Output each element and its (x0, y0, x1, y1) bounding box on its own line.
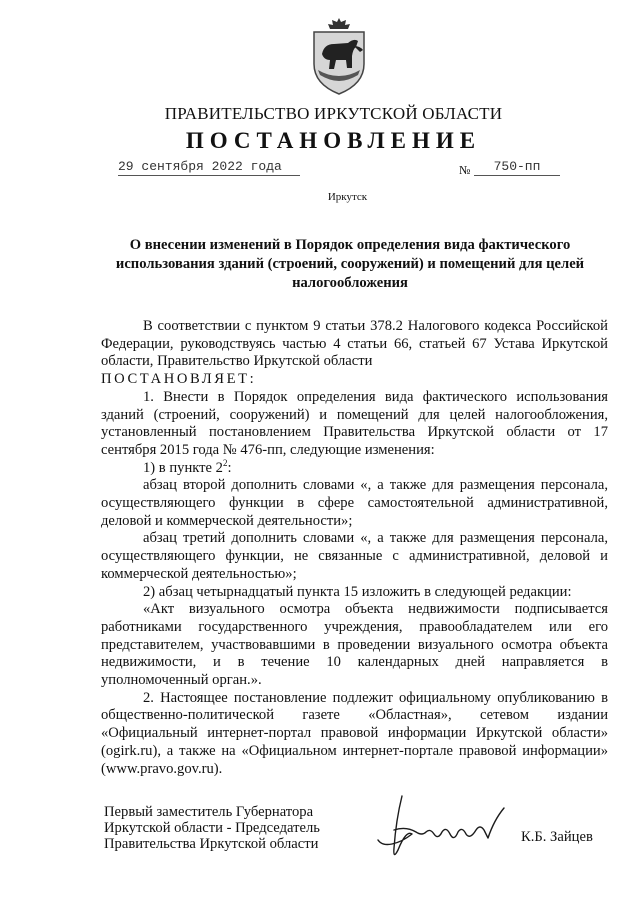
signer-position-line: Иркутской области - Председатель (104, 820, 320, 836)
paragraph-preamble: В соответствии с пунктом 9 статьи 378.2 Налогового кодекса Российской Федерации, руководствуясь частью 4 статьи 66, статьей 67 Устава Иркутской области, Правительство Иркутской области (101, 318, 608, 370)
paragraph-subitem-2: 2) абзац четырнадцатый пункта 15 изложить в следующей редакции: (143, 583, 572, 600)
paragraph-abzac-2: абзац второй дополнить словами «, а также для размещения персонала, осуществляющего функции в сфере самостоятельной административной, деловой и коммерческой деятельности»; (101, 477, 608, 529)
document-number: 750-пп (474, 159, 560, 176)
subitem-1-colon: : (227, 459, 232, 476)
handwritten-signature (372, 790, 512, 874)
subitem-1-superscript: 2 (222, 457, 228, 468)
number-sign: № (459, 163, 471, 177)
paragraph-item-1: 1. Внести в Порядок определения вида фактического использования зданий (строений, сооружений) и помещений для целей налогообложения, установленный постановлением Правительства Иркутской области от 17 сентября 2015 года № 476-пп, следующие изменения: (101, 388, 608, 458)
document-heading: О внесении изменений в Порядок определения вида фактического использования зданий (строений, сооружений) и помещений для целей налогообложения (115, 237, 585, 291)
paragraph-subitem-1 (101, 457, 608, 478)
government-name: ПРАВИТЕЛЬСТВО ИРКУТСКОЙ ОБЛАСТИ (164, 104, 503, 123)
signer-position-line: Первый заместитель Губернатора (104, 804, 314, 820)
document-type: ПОСТАНОВЛЕНИЕ (185, 128, 482, 153)
document-body (101, 318, 608, 778)
paragraph-resolves: ПОСТАНОВЛЯЕТ: (101, 371, 257, 388)
subitem-1-text: 1) в пункте 2 (143, 459, 223, 476)
signer-position-line: Правительства Иркутской области (104, 836, 319, 852)
paragraph-new-wording: «Акт визуального осмотра объекта недвижимости подписывается работниками государственного учреждения, правообладателем или его представителем, участвовавшими в проведении визуального осмотра объекта недвижимости, и в течение 10 календарных дней направляется в уполномоченный орган.». (101, 601, 608, 689)
coat-of-arms-icon (308, 16, 370, 96)
document-city: Иркутск (327, 191, 368, 203)
document-date: 29 сентября 2022 года (118, 159, 300, 176)
signer-position (104, 804, 320, 852)
paragraph-abzac-3: абзац третий дополнить словами «, а также для размещения персонала, осуществляющего функции, не связанные с административной, деловой и коммерческой деятельностью»; (101, 530, 608, 582)
paragraph-item-2: 2. Настоящее постановление подлежит официальному опубликованию в общественно-политической газете «Областная», сетевом издании «Официальный интернет-портал правовой информации Иркутской области» (ogirk.ru), а также на «Официальном интернет-портале правовой информации» (www.pravo.gov.ru). (101, 689, 608, 777)
signer-name: К.Б. Зайцев (521, 829, 593, 845)
